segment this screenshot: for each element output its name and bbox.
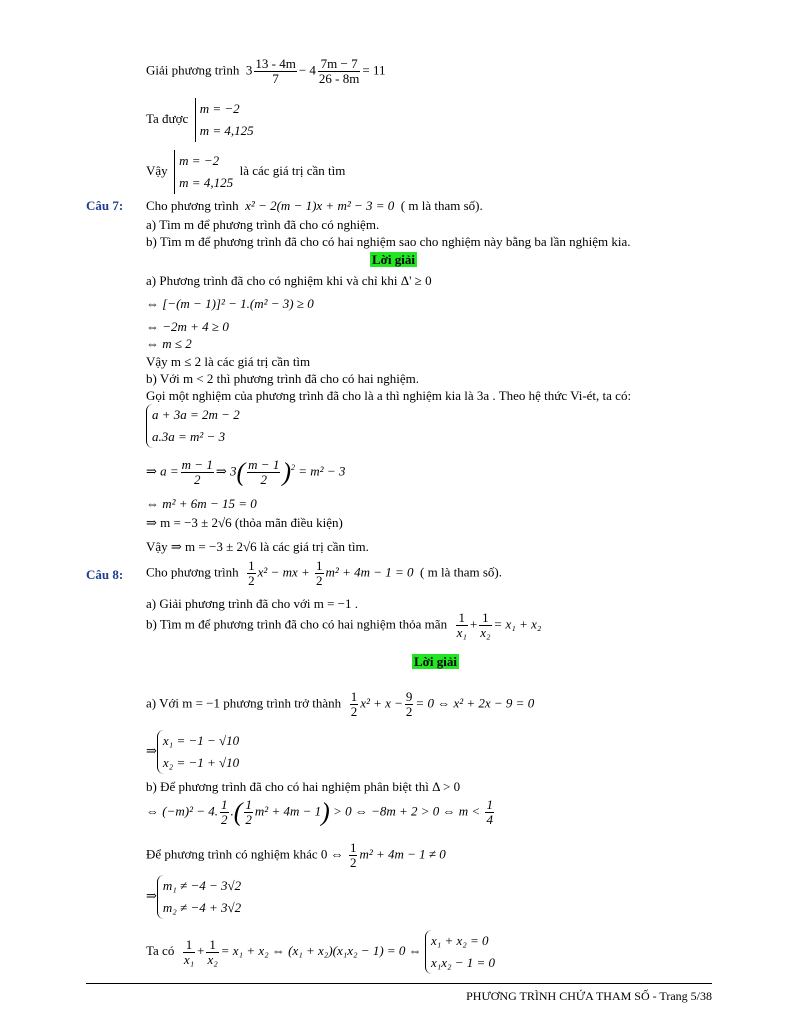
footer-text: PHƯƠNG TRÌNH CHỨA THAM SỐ - Trang 5/38 [466,989,712,1003]
question-8-part-a: a) Giải phương trình đã cho với m = −1 . [146,596,359,611]
q8-step-7: Ta có $\frac{1}{\text{x₁}}$ + $\frac{1}{\text{x₂}}$ = x₁ + x₂ ⇔ (x₁ + x₂)(x₁x₂ − 1) = 0 ⇔ x₁ + x₂ = 0 x₁x₂ − 1 = 0 [146,930,495,974]
q7-step-4: ⇔ m ≤ 2 [146,336,192,351]
footer-rule [86,983,712,984]
q7-step-9: ⇔ m² + 6m − 15 = 0 [146,496,257,511]
q7-step-2: ⇔ [−(m − 1)]² − 1.(m² − 3) ≥ 0 [146,296,314,311]
q7-step-8: ⇒ a = $\frac{m - 1}{2}$ ⇒ 3( $\frac{m - 1}{2}$ )$^2$ = m² − 3 [146,457,346,487]
q7-step-11: Vậy ⇒ m = −3 ± 2√6 là các giá trị cần tìm. [146,539,369,554]
question-7-part-a: a) Tìm m để phương trình đã cho có nghiệm. [146,217,380,232]
question-7-label: Câu 7: [86,198,124,213]
obtain-line: Ta được m = −2 m = 4,125 [146,98,254,142]
question-7-statement: Cho phương trình x² − 2(m − 1)x + m² − 3 = 0 ( m là tham số). [146,198,483,213]
q8-step-5: Để phương trình có nghiệm khác 0 ⇔ $\frac{1}{2}$ m² + 4m − 1 ≠ 0 [146,840,446,870]
question-7-part-b: b) Tìm m để phương trình đã cho có hai nghiệm sao cho nghiệm này bằng ba lần nghiệm kia. [146,234,631,249]
solution-title-7: Lời giải [372,252,415,267]
question-8-label: Câu 8: [86,567,124,582]
q8-step-3: b) Để phương trình đã cho có hai nghiệm phân biệt thì Δ > 0 [146,779,461,794]
q7-step-7: Gọi một nghiệm của phương trình đã cho là a thì nghiệm kia là 3a . Theo hệ thức Vi-ét, ta có: [146,388,632,403]
q8-roots-system: ⇒ x₁ = −1 − √10 x₂ = −1 + √10 [146,730,239,774]
q8-step-1: a) Với m = −1 phương trình trở thành $\frac{1}{2}$ x² + x − $\frac{9}{2}$ = 0 ⇔ x² + 2x − 9 = 0 [146,689,535,719]
q7-vieta-system: a + 3a = 2m − 2 a.3a = m² − 3 [146,404,240,448]
conclusion-line: Vậy m = −2 m = 4,125 là các giá trị cần tìm [146,150,345,194]
question-8-part-b: b) Tìm m để phương trình đã cho có hai nghiệm thỏa mãn $\frac{1}{\text{x₁}}$ + $\frac{1}{\text{x₂}}$ = x₁ + x₂ [146,610,542,640]
q7-step-5: Vậy m ≤ 2 là các giá trị cần tìm [146,354,311,369]
solution-title-8: Lời giải [414,654,457,669]
q7-step-10: ⇒ m = −3 ± 2√6 (thỏa mãn điều kiện) [146,515,343,530]
q8-step-4: ⇔ (−m)² − 4. $\frac{1}{2}$ .( $\frac{1}{2}$ m² + 4m − 1) > 0 ⇔ −8m + 2 > 0 ⇔ m < $\frac{1}{4}$ [146,797,493,827]
q7-step-3: ⇔ −2m + 4 ≥ 0 [146,319,229,334]
solve-equation-line: Giải phương trình 3 $\frac{13 - 4m}{7}$ − 4 $\frac{7m - 7}{26 - 8m}$ = 11 [146,56,386,86]
question-8-statement: Cho phương trình $\frac{1}{2}$ x² − mx + $\frac{1}{2}$ m² + 4m − 1 = 0 ( m là tham số). [146,558,502,588]
q7-step-6: b) Với m < 2 thì phương trình đã cho có hai nghiệm. [146,371,420,386]
q7-step-1: a) Phương trình đã cho có nghiệm khi và chỉ khi Δ' ≥ 0 [146,273,432,288]
q8-exclusion-system: ⇒ m₁ ≠ −4 − 3√2 m₂ ≠ −4 + 3√2 [146,875,241,919]
